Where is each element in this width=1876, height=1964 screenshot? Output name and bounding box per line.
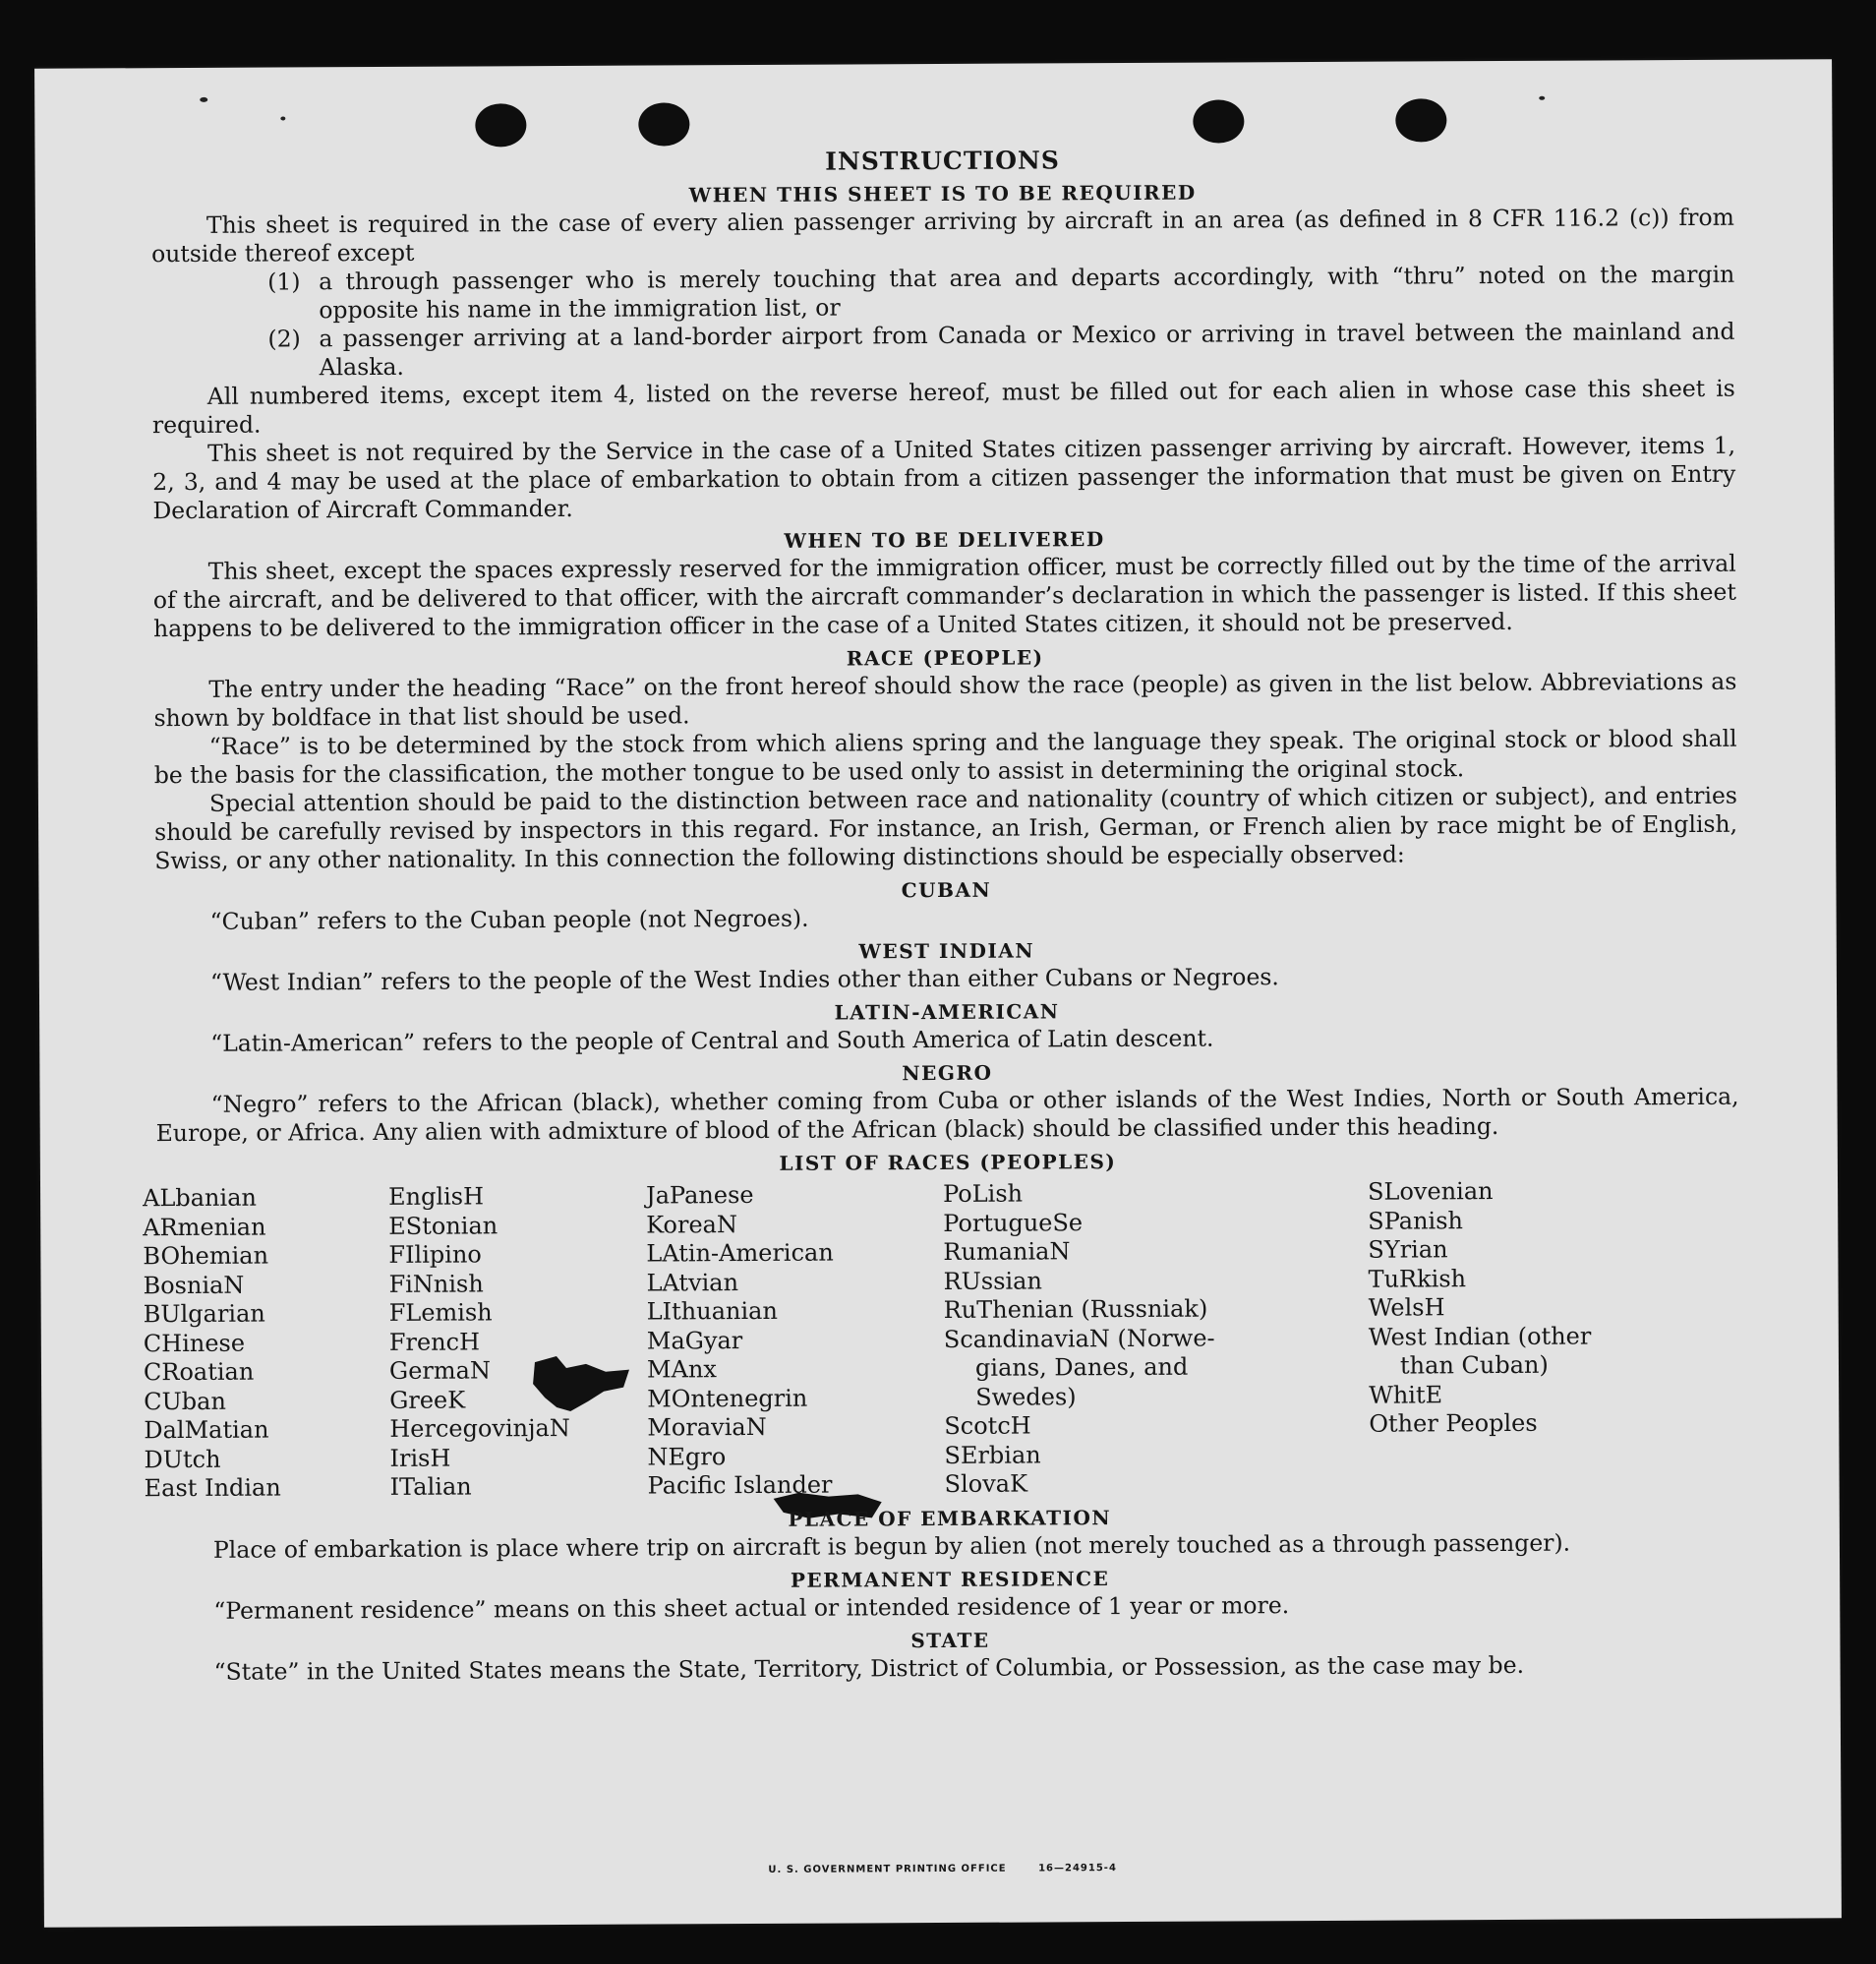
section-heading-state: STATE (910, 1628, 990, 1652)
race-entry: SPanish (1368, 1206, 1464, 1235)
race-entry: DalMatian (144, 1415, 269, 1445)
race-entry: SYrian (1368, 1235, 1448, 1264)
races-column (143, 1183, 390, 1504)
form-number: 16—24915-4 (1038, 1863, 1117, 1875)
race-entry: IrisH (389, 1444, 451, 1472)
west-indian-definition: “West Indian” refers to the people of the West Indies other than either Cubans or Negroes. (209, 963, 1279, 996)
state-definition: “State” in the United States means the State, Territory, District of Columbia, or Possession, as the case may be. (213, 1650, 1525, 1686)
race-entry: SLovenian (1367, 1177, 1494, 1206)
race-entry: FLemish (388, 1298, 493, 1327)
when-delivered-text: This sheet, except the spaces expressly reserved for the immigration officer, must be correctly filled out by the time of the arrival of the aircraft, and be delivered to that officer, with the aircraft commander’s declaration in which the passenger is listed. If this sheet happens to be delivered to the immigration officer in the case of a United States citizen, it should not be preserved. (152, 549, 1736, 643)
race-entry: SlovaK (944, 1469, 1028, 1498)
race-entry: MAnx (646, 1355, 717, 1384)
race-entry: East Indian (144, 1473, 281, 1503)
section-heading-list-of-races: LIST OF RACES (PEOPLES) (779, 1150, 1117, 1175)
negro-definition: “Negro” refers to the African (black), whether coming from Cuba or other islands of the West Indies, North or South America, Europe, or Africa. Any alien with admixture of blood of the African (black) should be classified under this heading. (155, 1082, 1739, 1148)
race-entry: West Indian (other (1368, 1322, 1592, 1351)
race-entry: MOntenegrin (647, 1384, 808, 1413)
exception-item-text: a passenger arriving at a land-border airport from Canada or Mexico or arriving in travel between the mainland and Alaska. (319, 317, 1735, 382)
section-heading-negro: NEGRO (902, 1060, 993, 1086)
race-entry: TuRkish (1368, 1264, 1467, 1293)
section-heading-residence: PERMANENT RESIDENCE (790, 1566, 1110, 1592)
race-entry: Swedes) (975, 1382, 1077, 1411)
race-entry: SErbian (944, 1440, 1041, 1469)
numbered-items-paragraph: All numbered items, except item 4, listed on the reverse hereof, must be filled out for each alien in whose case this sheet is required. (151, 374, 1735, 440)
residence-definition: “Permanent residence” means on this sheet actual or intended residence of 1 year or more. (213, 1590, 1290, 1625)
race-entry: RuThenian (Russniak) (943, 1294, 1208, 1324)
race-entry: EnglisH (388, 1182, 485, 1211)
section-heading-cuban: CUBAN (901, 877, 992, 903)
race-entry: CUban (144, 1387, 226, 1415)
race-entry: CRoatian (143, 1357, 255, 1387)
section-heading-race: RACE (PEOPLE) (846, 645, 1044, 671)
document-body (143, 143, 1742, 1687)
section-heading-latin-american: LATIN-AMERICAN (834, 999, 1060, 1025)
document-title: INSTRUCTIONS (825, 146, 1060, 176)
races-column (943, 1178, 1370, 1500)
citizen-paragraph: This sheet is not required by the Service in the case of a United States citizen passenger arriving by aircraft. However, items 1, 2, 3, and 4 may be used at the place of embarkation to obtain from a citizen passenger the information that must be given on Entry Declaration of Aircraft Commander. (152, 431, 1736, 525)
race-entry: HercegovinjaN (389, 1413, 570, 1443)
section-heading-west-indian: WEST INDIAN (858, 938, 1035, 964)
document-sheet (34, 59, 1842, 1928)
race-entry: PoLish (942, 1179, 1024, 1208)
speck (200, 97, 207, 102)
race-entry: NEgro (647, 1442, 727, 1471)
race-entry: BOhemian (143, 1241, 269, 1271)
races-column (388, 1182, 648, 1503)
section-heading-when-delivered: WHEN TO BE DELIVERED (784, 527, 1105, 553)
latin-american-definition: “Latin-American” refers to the people of Central and South America of Latin descent. (210, 1024, 1214, 1057)
race-entry: WelsH (1368, 1293, 1445, 1322)
punch-hole (475, 103, 526, 147)
printer-imprint (44, 1859, 1842, 1879)
race-entry: BUlgarian (143, 1299, 265, 1329)
exception-item-number: (1) (267, 268, 301, 296)
races-list (143, 1176, 1741, 1504)
race-entry: GermaN (388, 1356, 491, 1385)
race-entry: KoreaN (646, 1210, 738, 1239)
speck (1539, 96, 1545, 100)
exception-item (151, 318, 1734, 383)
punch-hole (638, 102, 689, 146)
speck (280, 116, 285, 120)
section-heading-when-required: WHEN THIS SHEET IS TO BE REQUIRED (688, 180, 1197, 208)
race-entry: FiNnish (388, 1269, 484, 1298)
race-entry: PortugueSe (943, 1208, 1084, 1237)
race-paragraph-1: The entry under the heading “Race” on the front hereof should show the race (people) as given in the list below. Abbreviations as shown by boldface in that list should be used. (153, 667, 1737, 733)
race-entry: DUtch (144, 1445, 221, 1473)
race-entry: Pacific Islander (647, 1470, 833, 1500)
race-entry: ITalian (389, 1472, 472, 1501)
cuban-definition: “Cuban” refers to the Cuban people (not Negroes). (209, 904, 809, 935)
race-entry: JaPanese (645, 1180, 754, 1210)
race-entry: EStonian (388, 1211, 498, 1240)
race-entry: WhitE (1369, 1380, 1443, 1409)
race-entry: LAtin-American (646, 1238, 834, 1268)
race-entry: MoraviaN (647, 1412, 767, 1442)
race-entry: ScandinaviaN (Norwe- (943, 1324, 1215, 1353)
race-entry: Other Peoples (1369, 1408, 1538, 1438)
exception-item-number: (2) (267, 325, 301, 353)
exception-item (151, 261, 1734, 326)
races-column (646, 1180, 945, 1501)
race-entry: RumaniaN (943, 1237, 1071, 1266)
race-entry: FrencH (388, 1327, 481, 1356)
race-entry: than Cuban) (1399, 1350, 1549, 1380)
race-entry: ScotcH (944, 1411, 1031, 1440)
race-entry: LIthuanian (646, 1296, 778, 1326)
race-entry: gians, Danes, and (974, 1352, 1189, 1382)
race-entry: ARmenian (143, 1213, 266, 1241)
punch-hole (1395, 98, 1446, 142)
punch-hole (1193, 99, 1244, 143)
race-entry: LAtvian (646, 1268, 739, 1297)
embarkation-definition: Place of embarkation is place where trip on aircraft is begun by alien (not merely touched as a through passenger). (212, 1528, 1571, 1564)
races-column (1368, 1176, 1724, 1497)
race-entry: BosniaN (143, 1271, 245, 1299)
exception-item-text: a through passenger who is merely touching that area and departs accordingly, with “thru” noted on the margin opposite his name in the immigration list, or (319, 260, 1735, 325)
race-entry: ALbanian (143, 1183, 257, 1213)
when-required-intro: This sheet is required in the case of every alien passenger arriving by aircraft in an area (as defined in 8 CFR 116.2 (c)) from outside thereof except (150, 203, 1734, 268)
race-entry: MaGyar (646, 1326, 743, 1355)
race-entry: GreeK (389, 1386, 466, 1414)
race-entry: CHinese (143, 1329, 246, 1357)
printer-name: U. S. GOVERNMENT PRINTING OFFICE (768, 1863, 1007, 1875)
section-heading-embarkation: PLACE OF EMBARKATION (788, 1505, 1112, 1531)
race-entry: FIlipino (388, 1240, 482, 1269)
race-entry: RUssian (943, 1266, 1042, 1295)
race-paragraph-3: Special attention should be paid to the distinction between race and nationality (country of which citizen or subject), and entries should be carefully revised by inspectors in this regard. For instance, an Irish, German, or French alien by race might be of English, Swiss, or any other nationality. In this connection the following distinctions should be especially observed: (154, 781, 1738, 875)
race-paragraph-2: “Race” is to be determined by the stock from which aliens spring and the language they speak. The original stock or blood shall be the basis for the classification, the mother tongue to be used only to assist in determining the original stock. (153, 724, 1737, 790)
